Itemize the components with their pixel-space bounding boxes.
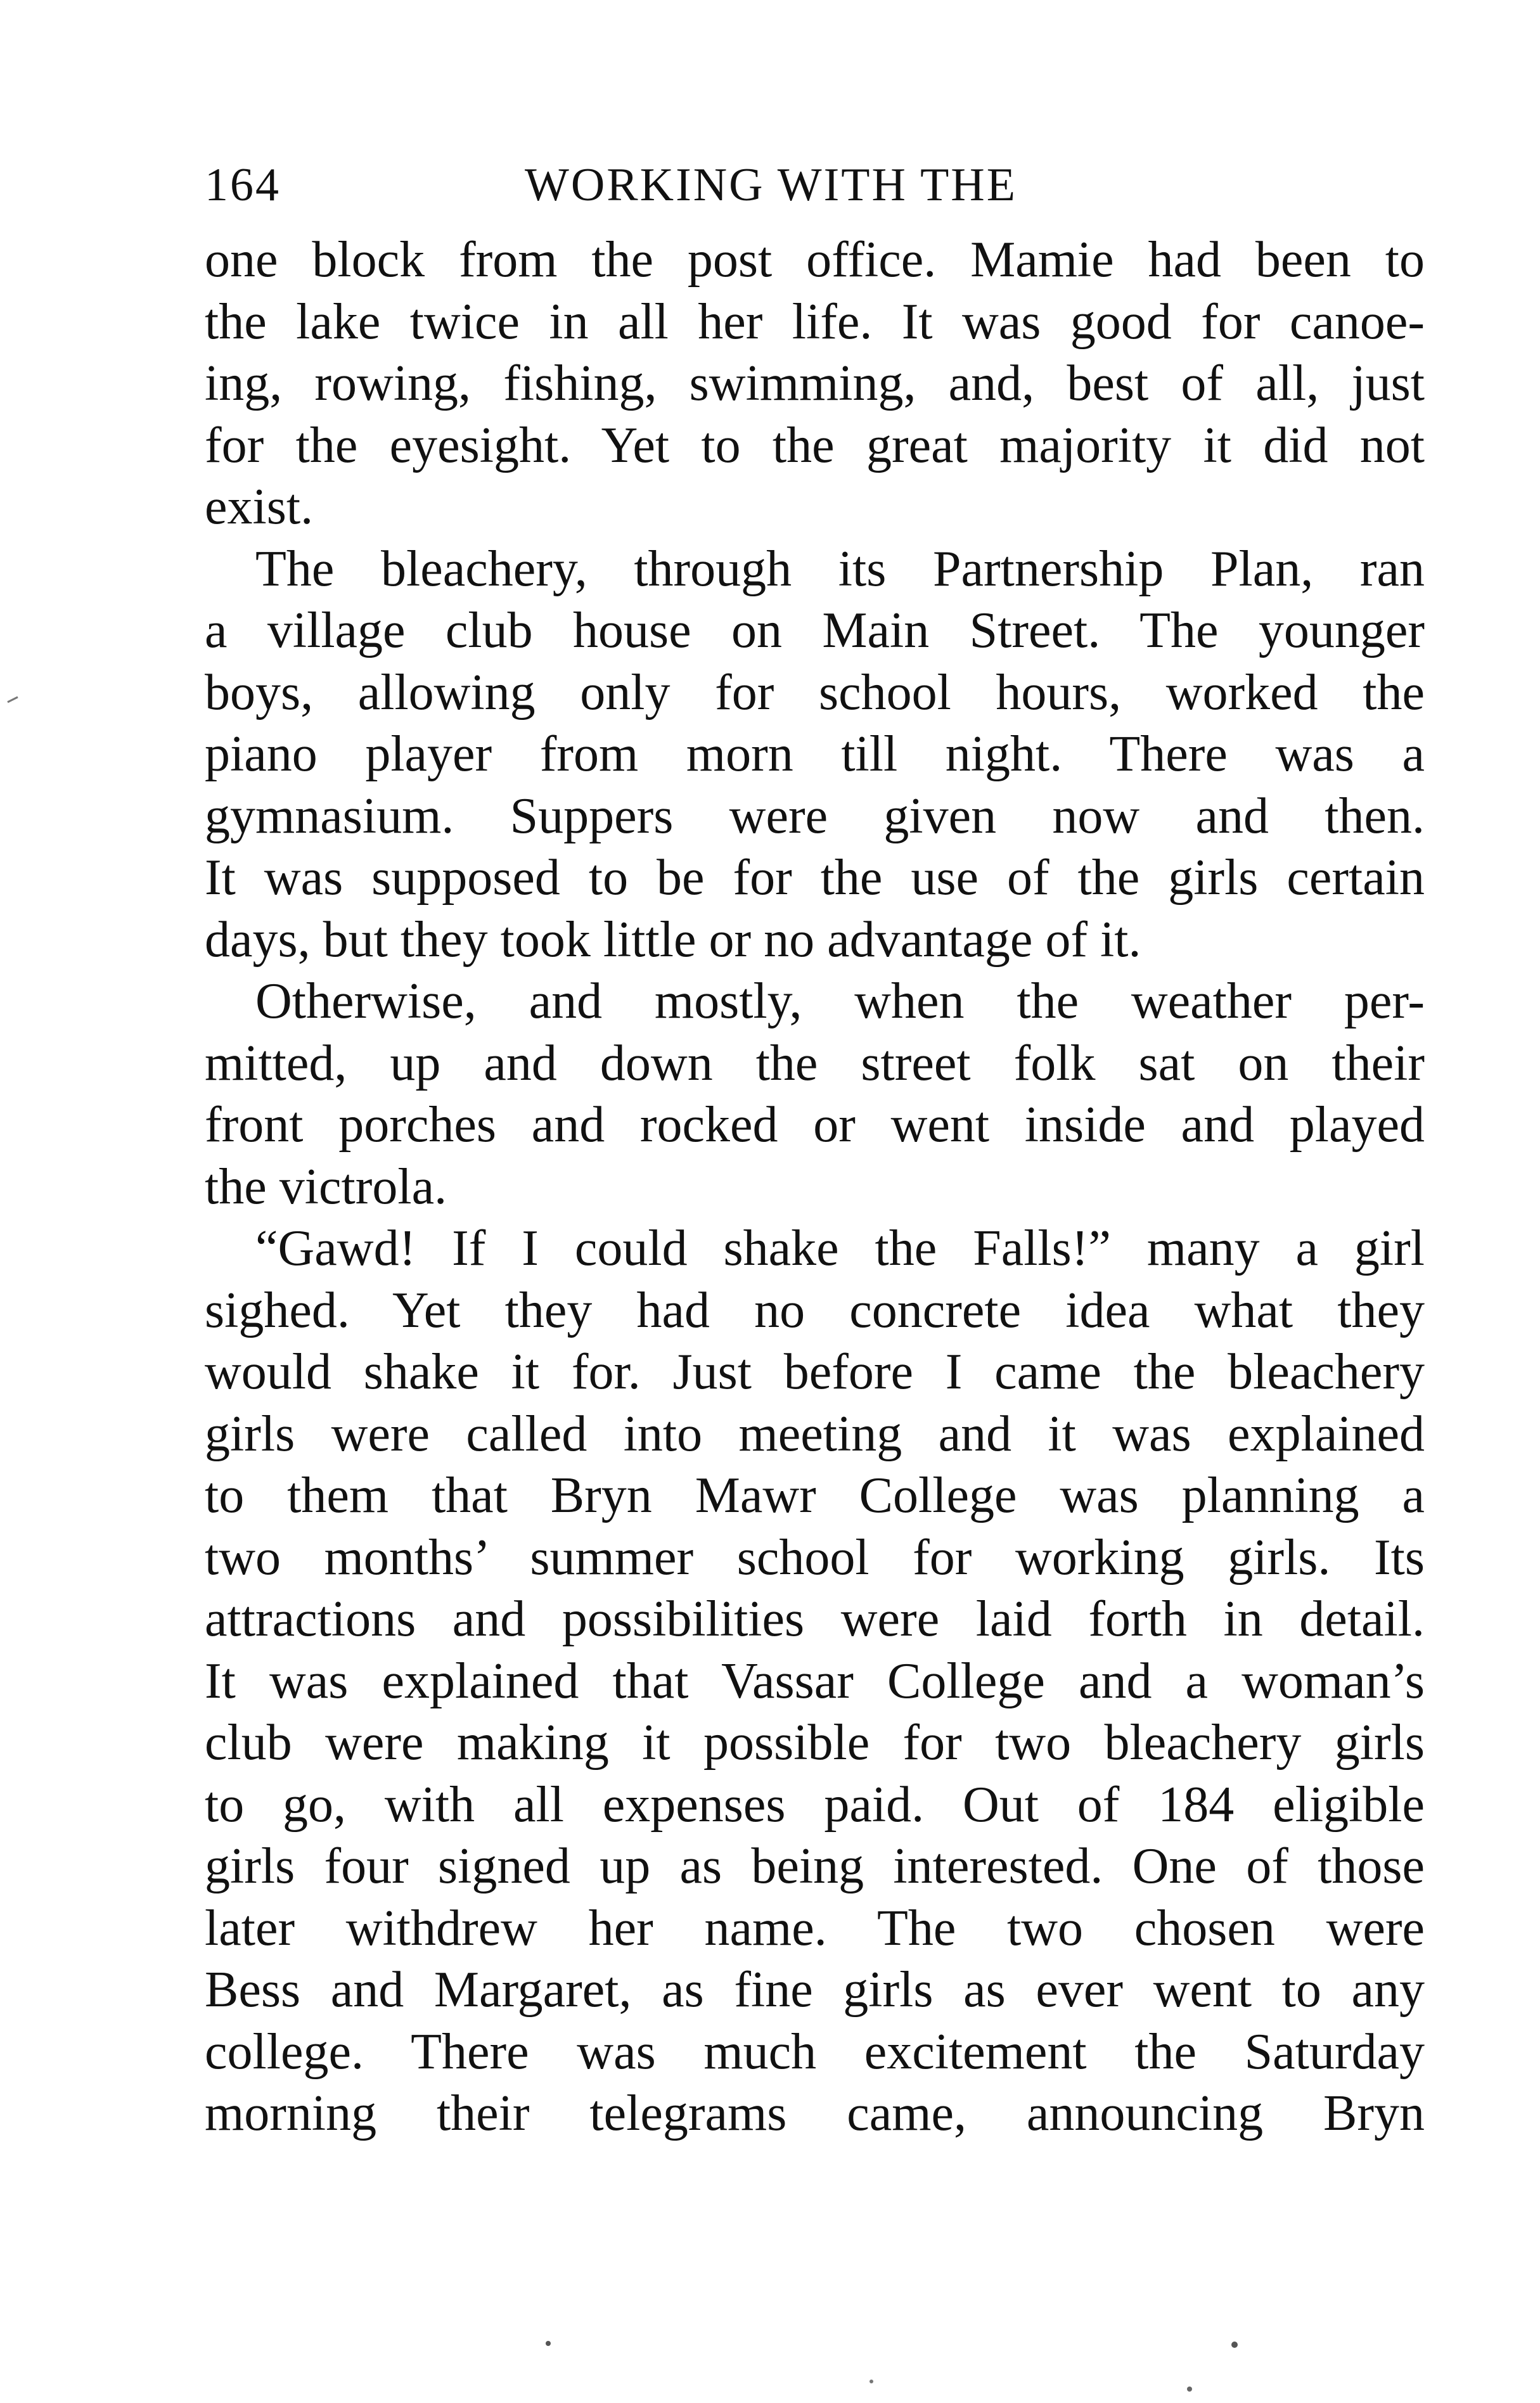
text-line: sighed. Yet they had no concrete idea what they bbox=[205, 1282, 1425, 1338]
text-line: two months’ summer school for working girls. Its bbox=[205, 1529, 1425, 1586]
paragraph-first-line: Otherwise, and mostly, when the weather per- bbox=[255, 973, 1425, 1029]
paragraph-first-line: “Gawd! If I could shake the Falls!” many a girl bbox=[255, 1221, 1425, 1276]
text-line: girls were called into meeting and it was explained bbox=[205, 1406, 1425, 1462]
text-line: piano player from morn till night. There was a bbox=[205, 726, 1425, 782]
text-line: attractions and possibilities were laid forth in detail. bbox=[205, 1591, 1425, 1647]
text-line: It was explained that Vassar College and a woman’s bbox=[205, 1653, 1425, 1709]
text-line: boys, allowing only for school hours, worked the bbox=[205, 664, 1425, 721]
body-text bbox=[205, 229, 1425, 2145]
dust-speck bbox=[1231, 2342, 1238, 2348]
running-title: WORKING WITH THE bbox=[525, 159, 1017, 211]
paragraph-first-line: The bleachery, through its Partnership Plan, ran bbox=[255, 541, 1425, 597]
text-line: would shake it for. Just before I came the bleachery bbox=[205, 1344, 1425, 1400]
text-line: to go, with all expenses paid. Out of 184 eligible bbox=[205, 1776, 1425, 1833]
margin-mark bbox=[8, 697, 18, 702]
dust-speck bbox=[869, 2380, 873, 2383]
text-line: college. There was much excitement the Saturday bbox=[205, 2023, 1425, 2080]
text-line: mitted, up and down the street folk sat on their bbox=[205, 1035, 1425, 1091]
dust-speck bbox=[1187, 2387, 1192, 2392]
text-line: the victrola. bbox=[205, 1158, 447, 1215]
text-line: for the eyesight. Yet to the great majority it did not bbox=[205, 417, 1425, 473]
text-line: the lake twice in all her life. It was good for canoe- bbox=[205, 293, 1425, 350]
text-line: one block from the post office. Mamie had been to bbox=[205, 232, 1425, 288]
text-line: morning their telegrams came, announcing Bryn bbox=[205, 2086, 1425, 2141]
text-line: later withdrew her name. The two chosen were bbox=[205, 1900, 1425, 1956]
text-line: exist. bbox=[205, 479, 314, 535]
text-line: to them that Bryn Mawr College was planning a bbox=[205, 1468, 1425, 1523]
text-line: days, but they took little or no advantage of it. bbox=[205, 911, 1141, 968]
text-line: gymnasium. Suppers were given now and then. bbox=[205, 788, 1425, 844]
text-line: Bess and Margaret, as fine girls as ever went to any bbox=[205, 1962, 1425, 2018]
text-line: front porches and rocked or went inside and played bbox=[205, 1097, 1425, 1153]
text-line: a village club house on Main Street. The younger bbox=[205, 603, 1425, 658]
running-head bbox=[205, 153, 1111, 217]
text-line: ing, rowing, fishing, swimming, and, best of all, just bbox=[205, 356, 1425, 411]
page-number: 164 bbox=[205, 159, 281, 211]
dust-speck bbox=[546, 2341, 551, 2346]
text-line: club were making it possible for two bleachery girls bbox=[205, 1715, 1425, 1771]
text-line: girls four signed up as being interested. One of those bbox=[205, 1838, 1425, 1894]
text-line: It was supposed to be for the use of the girls certain bbox=[205, 850, 1425, 906]
